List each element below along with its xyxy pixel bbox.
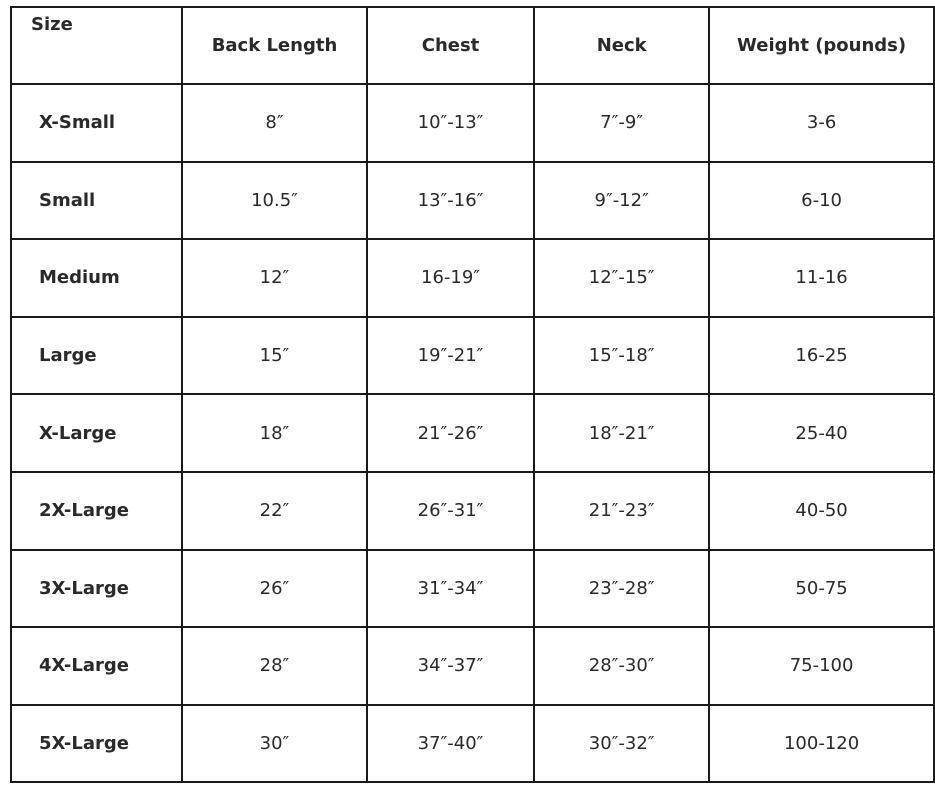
- size-chart-table: [10, 6, 935, 783]
- table-row: [11, 627, 934, 705]
- table-row: [11, 239, 934, 317]
- size-cell: X-Large: [11, 394, 182, 472]
- chest-cell: 34″-37″: [367, 627, 534, 705]
- table-row: [11, 705, 934, 783]
- neck-cell: 28″-30″: [534, 627, 709, 705]
- neck-cell: 7″-9″: [534, 84, 709, 162]
- size-chart: [10, 6, 935, 783]
- chest-cell: 16-19″: [367, 239, 534, 317]
- weight-cell: 16-25: [709, 317, 934, 395]
- chest-cell: 21″-26″: [367, 394, 534, 472]
- table-row: [11, 394, 934, 472]
- back-length-cell: 12″: [182, 239, 367, 317]
- header-chest: Chest: [367, 7, 534, 84]
- neck-cell: 18″-21″: [534, 394, 709, 472]
- chest-cell: 31″-34″: [367, 550, 534, 628]
- neck-cell: 23″-28″: [534, 550, 709, 628]
- weight-cell: 50-75: [709, 550, 934, 628]
- size-cell: Large: [11, 317, 182, 395]
- header-weight: Weight (pounds): [709, 7, 934, 84]
- chest-cell: 26″-31″: [367, 472, 534, 550]
- chest-cell: 19″-21″: [367, 317, 534, 395]
- size-cell: X-Small: [11, 84, 182, 162]
- neck-cell: 9″-12″: [534, 162, 709, 240]
- table-row: [11, 550, 934, 628]
- back-length-cell: 10.5″: [182, 162, 367, 240]
- chest-cell: 10″-13″: [367, 84, 534, 162]
- chest-cell: 13″-16″: [367, 162, 534, 240]
- back-length-cell: 8″: [182, 84, 367, 162]
- back-length-cell: 18″: [182, 394, 367, 472]
- size-cell: 4X-Large: [11, 627, 182, 705]
- neck-cell: 15″-18″: [534, 317, 709, 395]
- weight-cell: 11-16: [709, 239, 934, 317]
- table-header-row: [11, 7, 934, 84]
- back-length-cell: 22″: [182, 472, 367, 550]
- size-cell: Small: [11, 162, 182, 240]
- size-cell: Medium: [11, 239, 182, 317]
- weight-cell: 75-100: [709, 627, 934, 705]
- weight-cell: 40-50: [709, 472, 934, 550]
- back-length-cell: 26″: [182, 550, 367, 628]
- back-length-cell: 28″: [182, 627, 367, 705]
- table-row: [11, 84, 934, 162]
- size-cell: 5X-Large: [11, 705, 182, 783]
- chest-cell: 37″-40″: [367, 705, 534, 783]
- table-row: [11, 472, 934, 550]
- header-size: Size: [11, 7, 182, 84]
- table-row: [11, 317, 934, 395]
- size-cell: 3X-Large: [11, 550, 182, 628]
- table-row: [11, 162, 934, 240]
- weight-cell: 100-120: [709, 705, 934, 783]
- back-length-cell: 30″: [182, 705, 367, 783]
- neck-cell: 21″-23″: [534, 472, 709, 550]
- neck-cell: 12″-15″: [534, 239, 709, 317]
- weight-cell: 3-6: [709, 84, 934, 162]
- header-neck: Neck: [534, 7, 709, 84]
- size-cell: 2X-Large: [11, 472, 182, 550]
- neck-cell: 30″-32″: [534, 705, 709, 783]
- weight-cell: 25-40: [709, 394, 934, 472]
- header-back-length: Back Length: [182, 7, 367, 84]
- weight-cell: 6-10: [709, 162, 934, 240]
- back-length-cell: 15″: [182, 317, 367, 395]
